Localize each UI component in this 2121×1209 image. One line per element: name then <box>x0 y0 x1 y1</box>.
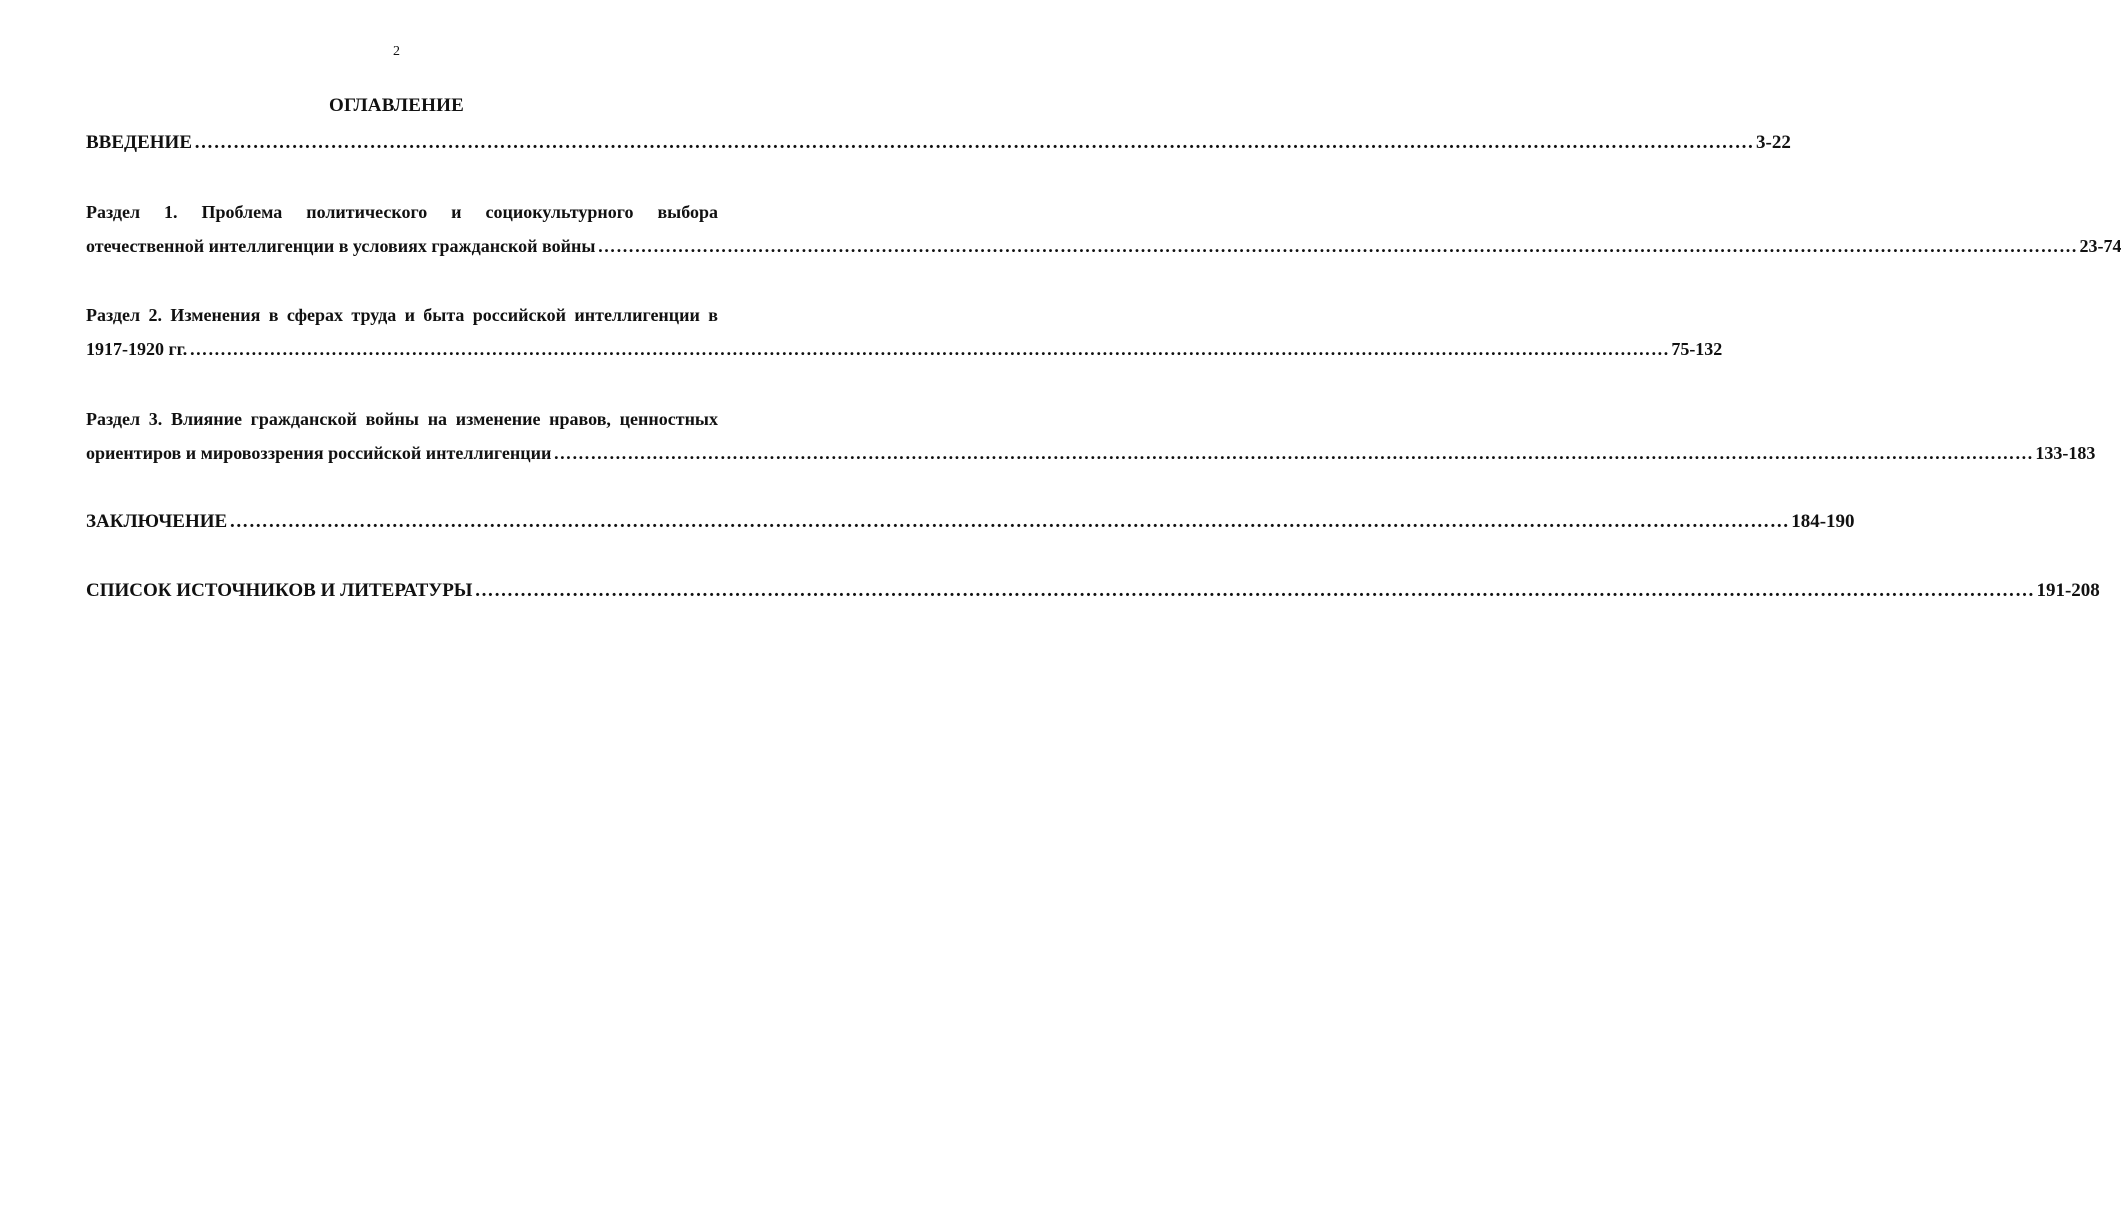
toc-entry-title-line-1: Раздел 2. Изменения в сферах труда и быта российской интеллигенции в <box>86 305 718 325</box>
dot-leader: …………………………………………………………………………………………………………………………………………………………………………………………………………………… <box>189 339 1670 359</box>
toc-entry-bibliography[interactable] <box>86 578 2100 604</box>
dot-leader: …………………………………………………………………………………………………………………………………………………………………………………………………………………… <box>194 132 1754 153</box>
toc-entry-section-2[interactable] <box>86 302 1723 362</box>
toc-entry-pages: 184-190 <box>1791 511 1855 532</box>
toc-entry-title-line-1: Раздел 3. Влияние гражданской войны на изменение нравов, ценностных <box>86 409 718 429</box>
page-number: 2 <box>393 44 400 59</box>
toc-entry-pages: 23-74 <box>2079 236 2121 256</box>
toc-entry-title: ЗАКЛЮЧЕНИЕ <box>86 511 228 532</box>
toc-entry-pages: 191-208 <box>2036 580 2100 601</box>
toc-entry-title: СПИСОК ИСТОЧНИКОВ И ЛИТЕРАТУРЫ <box>86 580 473 601</box>
toc-entry-intro[interactable] <box>86 130 1791 156</box>
toc-entry-title-line-2: 1917-1920 гг. <box>86 339 188 359</box>
toc-entry-section-1[interactable] <box>86 199 2121 259</box>
toc-entry-title-line-2: ориентиров и мировоззрения российской интеллигенции <box>86 443 552 463</box>
page-title: ОГЛАВЛЕНИЕ <box>329 95 464 116</box>
toc-entry-section-3[interactable] <box>86 406 2096 466</box>
dot-leader: …………………………………………………………………………………………………………………………………………………………………………………………………………………… <box>597 236 2078 256</box>
dot-leader: …………………………………………………………………………………………………………………………………………………………………………………………………………………… <box>474 580 2035 601</box>
dot-leader: …………………………………………………………………………………………………………………………………………………………………………………………………………………… <box>229 511 1790 532</box>
dot-leader: …………………………………………………………………………………………………………………………………………………………………………………………………………………… <box>553 443 2034 463</box>
toc-entry-title: ВВЕДЕНИЕ <box>86 132 192 153</box>
toc-entry-pages: 133-183 <box>2035 443 2096 463</box>
toc-entry-title-line-2: отечественной интеллигенции в условиях гражданской войны <box>86 236 596 256</box>
toc-entry-pages: 3-22 <box>1756 132 1791 153</box>
toc-entry-title-line-1: Раздел 1. Проблема политического и социокультурного выбора <box>86 202 718 222</box>
toc-entry-conclusion[interactable] <box>86 509 1855 535</box>
toc-entry-pages: 75-132 <box>1671 339 1723 359</box>
